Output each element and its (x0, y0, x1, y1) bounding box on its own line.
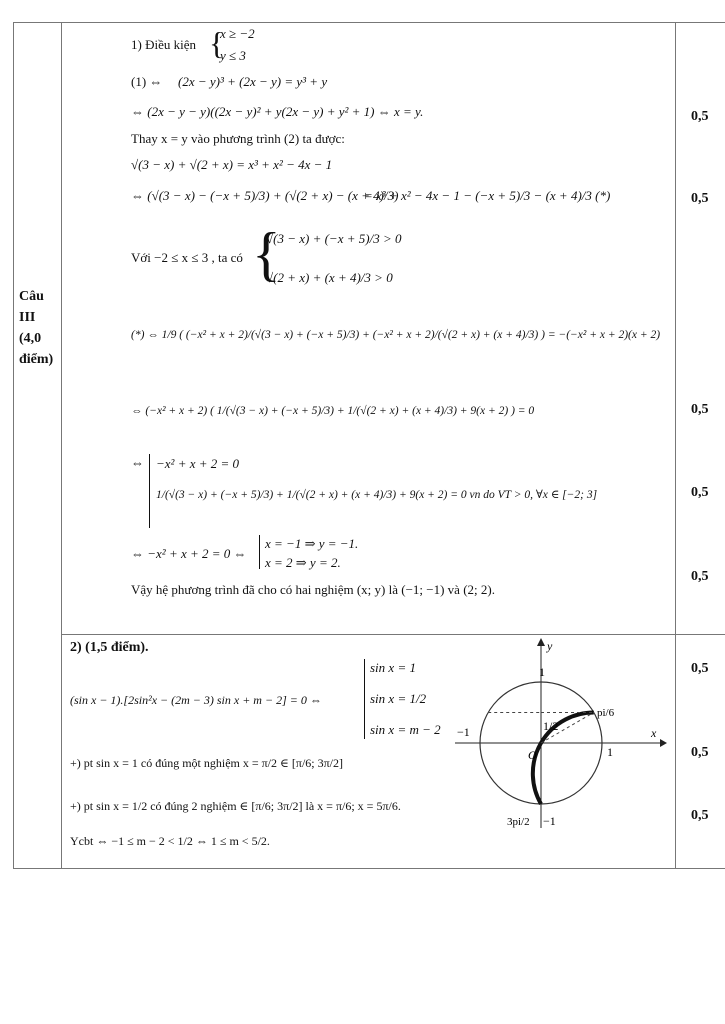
table-bottom-border (13, 868, 725, 869)
x-axis-label: x (651, 726, 657, 740)
table-left-border (13, 22, 14, 869)
case-a: −x² + x + 2 = 0 (156, 456, 240, 471)
system-b: sin x = 1/2 (370, 691, 427, 706)
minus-one-bottom-label: −1 (543, 814, 556, 828)
eq4-lhs: ⇔ (√(3 − x) − (−x + 5)/3) + (√(2 + x) − (x + 4)/3) (131, 188, 399, 203)
one-top-label: 1 (539, 665, 545, 679)
part2-system-bracket (364, 659, 365, 739)
ineq-2: √(2 + x) + (x + 4)/3 > 0 (266, 270, 393, 285)
part2-line-1: +) pt sin x = 1 có đúng một nghiệm x = π/2 ∈ [π/6; 3π/2] (70, 756, 344, 770)
part2-heading: 2) (1,5 điểm). (70, 640, 149, 655)
substitution-text: Thay x = y vào phương trình (2) ta được: (131, 131, 345, 146)
score-3: 0,5 (691, 402, 709, 417)
root-b: x = 2 ⇒ y = 2. (265, 555, 341, 570)
eq1: (2x − y)³ + (2x − y) = y³ + y (178, 74, 328, 89)
eq1-prefix: (1) ⇔ (131, 74, 163, 89)
eq3: √(3 − x) + √(2 + x) = x³ + x² − 4x − 1 (131, 157, 333, 172)
y-axis-label: y (547, 639, 553, 653)
roots-prefix: ⇔ −x² + x + 2 = 0 ⇔ (131, 546, 247, 561)
question-label: Câu III (4,0 điểm) (19, 289, 54, 367)
score-7: 0,5 (691, 745, 709, 760)
y-arrow-icon (537, 638, 545, 646)
eq2: ⇔ (2x − y − y)((2x − y)² + y(2x − y) + y² + 1) ⇔ x = y. (131, 104, 424, 119)
ineq-brace: { (252, 221, 281, 287)
column-divider-1 (61, 22, 62, 869)
ineq-1: √(3 − x) + (−x + 5)/3 > 0 (266, 231, 402, 246)
column-divider-2 (675, 22, 676, 869)
score-5: 0,5 (691, 569, 709, 584)
eq4-rhs: = x³ + x² − 4x − 1 − (−x + 5)/3 − (x + 4)/3 (*) (364, 188, 611, 203)
unit-circle-diagram (455, 636, 670, 831)
condition-b: y ≤ 3 (220, 48, 246, 63)
x-arrow-icon (660, 739, 667, 747)
part2-line-2: +) pt sin x = 1/2 có đúng 2 nghiệm ∈ [π/6; 3π/2] là x = π/6; x = 5π/6. (70, 799, 401, 813)
case-bracket-line (149, 454, 150, 528)
star-equation: (*) ⇔ 1/9 ( (−x² + x + 2)/(√(3 − x) + (−x + 5)/3) + (−x² + x + 2)/(√(2 + x) + (x + 4)/3) ) = −(−x² + x + 2)(x + 2) (131, 329, 661, 341)
system-a: sin x = 1 (370, 660, 416, 675)
root-a: x = −1 ⇒ y = −1. (265, 536, 359, 551)
table-top-border (13, 22, 725, 23)
score-2: 0,5 (691, 191, 709, 206)
score-6: 0,5 (691, 661, 709, 676)
one-right-label: 1 (607, 745, 613, 759)
system-c: sin x = m − 2 (370, 722, 441, 737)
conclusion: Vậy hệ phương trình đã cho có hai nghiệm (x; y) là (−1; −1) và (2; 2). (131, 582, 495, 597)
condition-label: 1) Điều kiện (131, 37, 196, 52)
highlighted-arc (533, 713, 594, 805)
case-bracket: ⇔ (131, 455, 144, 470)
half-label: 1/2 (543, 719, 559, 733)
roots-bracket-line (259, 535, 260, 569)
minus-one-left-label: −1 (457, 725, 470, 739)
condition-a: x ≥ −2 (220, 26, 255, 41)
score-1: 0,5 (691, 109, 709, 124)
case-b: 1/(√(3 − x) + (−x + 5)/3) + 1/(√(2 + x) + (x + 4)/3) + 9(x + 2) = 0 vn do VT > 0, ∀x ∈ [−2; 3] (156, 489, 598, 501)
part2-line-3: Ycbt ⇔ −1 ≤ m − 2 < 1/2 ⇔ 1 ≤ m < 5/2. (70, 834, 270, 848)
condition-with: Với −2 ≤ x ≤ 3 , ta có (131, 250, 243, 265)
part2-equation: (sin x − 1).[2sin²x − (2m − 3) sin x + m − 2] = 0 ⇔ (70, 693, 322, 707)
pi6-label: pi/6 (597, 707, 615, 719)
condition-brace: { (209, 25, 225, 61)
three-pi2-label: 3pi/2 (507, 816, 530, 828)
factor-equation: ⇔ (−x² + x + 2) ( 1/(√(3 − x) + (−x + 5)/3) + 1/(√(2 + x) + (x + 4)/3) + 9(x + 2) ) = 0 (131, 405, 535, 417)
origin-label: O (528, 748, 537, 762)
row-divider (61, 634, 725, 635)
score-4: 0,5 (691, 485, 709, 500)
score-8: 0,5 (691, 808, 709, 823)
